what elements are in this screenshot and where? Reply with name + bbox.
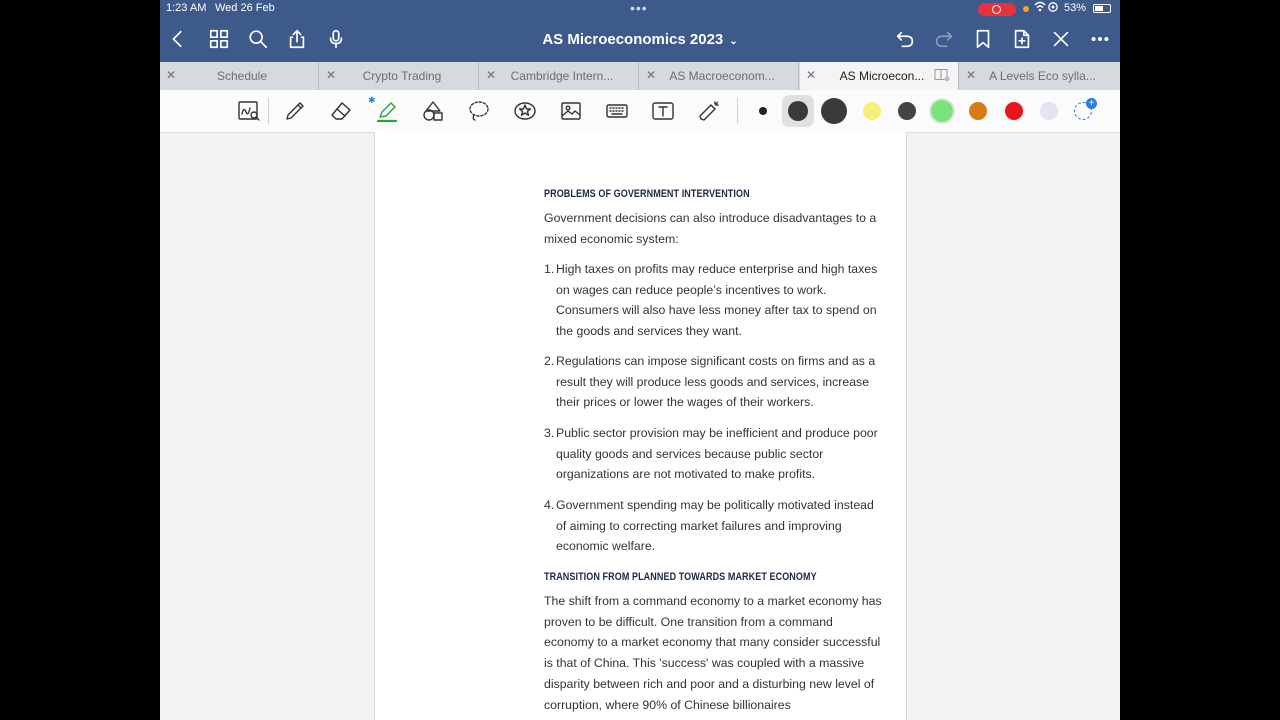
tab-label: AS Macroeconom... xyxy=(669,69,775,83)
handwriting-search-icon[interactable] xyxy=(236,98,262,124)
list-item-number: 2. xyxy=(544,354,555,368)
tab-as-macroeconomics[interactable] xyxy=(640,62,799,90)
tab-label: A Levels Eco sylla... xyxy=(989,69,1096,83)
section-heading: PROBLEMS OF GOVERNMENT INTERVENTION xyxy=(544,188,750,200)
list-item-number: 1. xyxy=(544,262,555,276)
bluetooth-icon: ✱ xyxy=(368,95,376,105)
toolbar-divider xyxy=(737,98,738,124)
color-yellow[interactable] xyxy=(863,102,881,120)
close-icon[interactable] xyxy=(1049,27,1073,51)
chevron-down-icon: ⌄ xyxy=(729,36,738,47)
tab-close-icon[interactable]: ✕ xyxy=(486,68,497,82)
top-bar xyxy=(160,0,1120,62)
eraser-icon[interactable] xyxy=(328,98,354,124)
color-black[interactable] xyxy=(898,102,916,120)
body-paragraph: The shift from a command economy to a market economy has proven to be difficult. One transition from a command economy to a market economy that many consider successful is that of China. This 'success' was coupled with a massive disparity between rich and poor and a disturbing new level of corruption, where 90% of Chinese billionaires xyxy=(544,594,882,712)
status-date: Wed 26 Feb xyxy=(215,2,275,14)
tab-label: Crypto Trading xyxy=(362,69,442,83)
wifi-icon xyxy=(1033,1,1061,16)
color-red[interactable] xyxy=(1005,102,1023,120)
list-item-number: 4. xyxy=(544,498,555,512)
color-green[interactable] xyxy=(931,100,953,122)
highlighter-icon[interactable] xyxy=(374,98,400,124)
screen-recording-icon[interactable] xyxy=(978,3,1016,16)
split-view-icon[interactable] xyxy=(934,68,950,85)
pen-size-large[interactable] xyxy=(821,98,847,124)
ipad-screen xyxy=(160,0,1120,720)
pen-size-small[interactable] xyxy=(759,107,767,115)
tab-label: AS Microecon... xyxy=(839,69,925,83)
color-orange[interactable] xyxy=(969,102,987,120)
keyboard-icon[interactable] xyxy=(604,98,630,124)
tab-close-icon[interactable]: ✕ xyxy=(646,68,657,82)
sticker-icon[interactable] xyxy=(512,98,538,124)
tab-as-microeconomics[interactable] xyxy=(800,62,959,90)
document-title-text: AS Microeconomics 2023 xyxy=(542,31,724,48)
battery-icon xyxy=(1093,4,1111,13)
plus-icon[interactable]: + xyxy=(1086,98,1097,109)
status-time: 1:23 AM xyxy=(166,2,207,14)
microphone-indicator-icon xyxy=(1023,6,1029,12)
tab-crypto-trading[interactable] xyxy=(320,62,479,90)
tab-bar xyxy=(160,62,1120,90)
tab-label: Cambridge Intern... xyxy=(510,69,614,83)
tab-close-icon[interactable]: ✕ xyxy=(806,68,817,82)
list-item-text: Government spending may be politically motivated instead of aiming to correcting market failures and improving economic welfare. xyxy=(556,498,874,554)
toolbar-divider xyxy=(268,98,269,124)
color-dark-gray-selected[interactable] xyxy=(788,101,808,121)
tab-schedule[interactable] xyxy=(160,62,319,90)
annotation-toolbar xyxy=(160,90,1120,133)
battery-percentage: 53% xyxy=(1064,2,1087,14)
tab-close-icon[interactable]: ✕ xyxy=(326,68,337,82)
text-icon[interactable] xyxy=(650,98,676,124)
laser-pointer-icon[interactable] xyxy=(696,98,722,124)
tab-a-levels-eco-syllabus[interactable] xyxy=(960,62,1119,90)
document-page xyxy=(374,132,907,720)
list-item-text: Public sector provision may be inefficient and produce poor quality goods and services because public sector organizations are not motivated to make profits. xyxy=(556,426,878,482)
section-heading: TRANSITION FROM PLANNED TOWARDS MARKET ECONOMY xyxy=(544,571,817,583)
tab-cambridge-international[interactable] xyxy=(480,62,639,90)
add-page-icon[interactable] xyxy=(1010,27,1034,51)
undo-icon[interactable] xyxy=(893,27,917,51)
shapes-icon[interactable] xyxy=(420,98,446,124)
pen-icon[interactable] xyxy=(282,98,308,124)
multitasking-dots-icon[interactable]: ••• xyxy=(630,0,648,16)
tab-label: Schedule xyxy=(216,69,268,83)
lasso-icon[interactable] xyxy=(466,98,492,124)
redo-icon[interactable] xyxy=(932,27,956,51)
intro-paragraph: Government decisions can also introduce disadvantages to a mixed economic system: xyxy=(544,211,877,246)
tab-close-icon[interactable]: ✕ xyxy=(166,68,177,82)
list-item-number: 3. xyxy=(544,426,555,440)
list-item-text: High taxes on profits may reduce enterprise and high taxes on wages can reduce people’s incentives to work. Consumers will also have less money after tax to spend on the goods and services they want. xyxy=(556,262,878,339)
tab-close-icon[interactable]: ✕ xyxy=(966,68,977,82)
more-icon[interactable] xyxy=(1088,27,1112,51)
bookmark-icon[interactable] xyxy=(971,27,995,51)
list-item-text: Regulations can impose significant costs on firms and as a result they will produce less goods and services, increase their prices or lower the wages of their workers. xyxy=(556,354,876,410)
color-lavender[interactable] xyxy=(1040,102,1058,120)
image-icon[interactable] xyxy=(558,98,584,124)
